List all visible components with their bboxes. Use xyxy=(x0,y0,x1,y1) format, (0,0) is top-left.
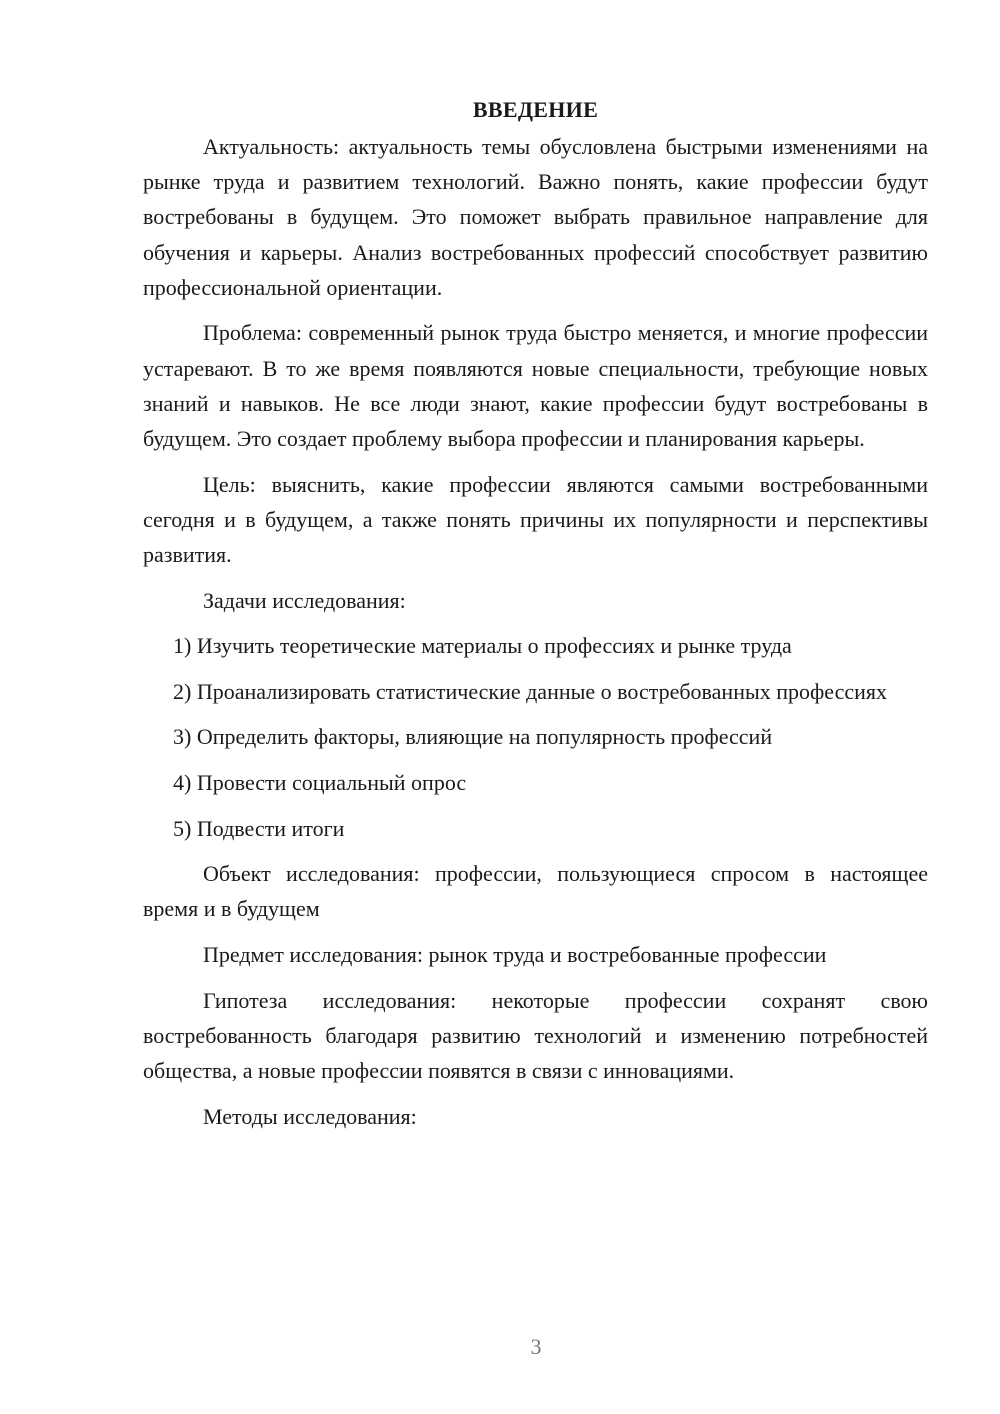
document-page xyxy=(143,92,928,1144)
task-item-5: 5) Подвести итоги xyxy=(173,815,345,841)
section-title: ВВЕДЕНИЕ xyxy=(472,97,599,122)
problem-paragraph: Проблема: современный рынок труда быстро меняется, и многие профессии устаревают. В то же время появляются новые специальности, требующие новых знаний и навыков. Не все люди знают, какие профессии будут востребованы в будущем. Это создает проблему выбора профессии и планирования карьеры. xyxy=(143,320,928,452)
tasks-heading: Задачи исследования: xyxy=(203,587,406,613)
relevance-paragraph: Актуальность: актуальность темы обусловлена быстрыми изменениями на рынке труда и развитием технологий. Важно понять, какие профессии будут востребованы в будущем. Это поможет выбрать правильное направление для обучения и карьеры. Анализ востребованных профессий способствует развитию профессиональной ориентации. xyxy=(143,134,928,300)
task-item-1: 1) Изучить теоретические материалы о профессиях и рынке труда xyxy=(173,633,792,659)
methods-heading: Методы исследования: xyxy=(203,1103,417,1129)
task-item-4: 4) Провести социальный опрос xyxy=(173,769,467,795)
subject-paragraph: Предмет исследования: рынок труда и востребованные профессии xyxy=(203,941,827,967)
task-item-3: 3) Определить факторы, влияющие на популярность профессий xyxy=(173,724,773,750)
hypothesis-paragraph: Гипотеза исследования: некоторые профессии сохранят свою востребованность благодаря развитию технологий и изменению потребностей общества, а новые профессии появятся в связи с инновациями. xyxy=(143,987,928,1083)
page-number: 3 xyxy=(530,1334,542,1359)
goal-paragraph: Цель: выяснить, какие профессии являются самыми востребованными сегодня и в будущем, а также понять причины их популярности и перспективы развития. xyxy=(143,471,928,568)
object-paragraph: Объект исследования: профессии, пользующиеся спросом в настоящее время и в будущем xyxy=(143,861,928,922)
task-item-2: 2) Проанализировать статистические данные о востребованных профессиях xyxy=(173,678,888,704)
